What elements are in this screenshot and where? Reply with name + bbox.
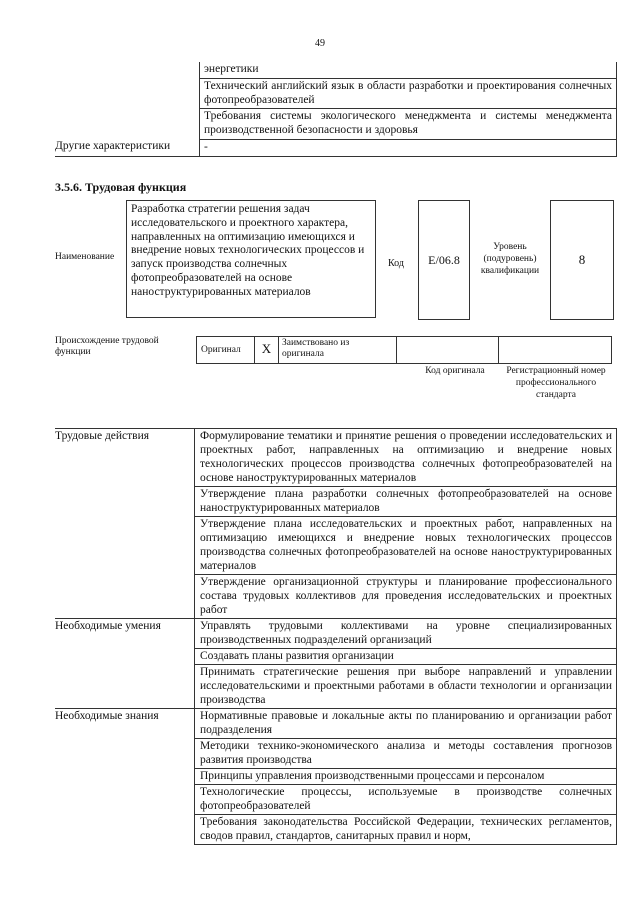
action-item: Утверждение плана исследовательских и проектных работ, направленных на оптимизацию имеющихся и внедрение новых технологических процессов производства солнечных фотопреобразователей на основе наноструктурированных материалов [195,517,617,575]
function-name: Разработка стратегии решения задач исследовательского и проектного характера, направленных на оптимизацию имеющихся и внедрение новых технологических процессов и запуск производства солнечных фотопреобразователей на основе наноструктурированных материалов [126,200,376,318]
knowledge-item: Методики технико-экономического анализа и методы составления прогнозов развития производства [195,739,617,769]
reg-number-caption: Регистрационный номер профессионального стандарта [506,366,606,400]
reg-number-cell [498,336,612,364]
prev-table [55,62,617,157]
prev-item: Требования системы экологического менеджмента и системы менеджмента производственной безопасности и здоровья [200,109,617,140]
level-label: Уровень (подуровень) квалификации [480,242,540,276]
prev-item: энергетики [200,62,617,78]
knowledge-label: Необходимые знания [55,709,195,845]
other-characteristics-label: Другие характеристики [55,139,200,156]
origin-row [196,336,612,364]
actions-label: Трудовые действия [55,429,195,619]
skill-item: Создавать планы развития организации [195,649,617,665]
code-original-cell [396,336,498,364]
name-label: Наименование [55,252,115,262]
action-item: Формулирование тематики и принятие решения о проведении исследовательских и проектных работ, направленных на оптимизацию и внедрение новых технологических процессов производства солнечных фотопреобразователей на основе наноструктурированных материалов [195,429,617,487]
knowledge-item: Требования законодательства Российской Федерации, технических регламентов, сводов правил, стандартов, санитарных правил и норм, [195,815,617,845]
knowledge-item: Нормативные правовые и локальные акты по планированию и организации работ подразделения [195,709,617,739]
action-item: Утверждение организационной структуры и планирование профессионального состава трудовых коллективов для проведения исследовательских и проектных работ [195,575,617,619]
prev-item: Технический английский язык в области разработки и проектирования солнечных фотопреобразователей [200,78,617,109]
function-table [55,428,617,845]
code-original-caption: Код оригинала [425,366,485,376]
page-number: 49 [315,38,325,49]
other-characteristics-value: - [200,139,617,156]
action-item: Утверждение плана разработки солнечных фотопреобразователей на основе наноструктурированных материалов [195,487,617,517]
knowledge-item: Технологические процессы, используемые в производстве солнечных фотопреобразователей [195,785,617,815]
level-value: 8 [550,200,614,320]
borrowed-label: Заимствовано из оригинала [278,336,396,364]
origin-label: Происхождение трудовой функции [55,336,159,358]
original-mark: X [254,336,278,364]
skills-label: Необходимые умения [55,619,195,709]
skill-item: Управлять трудовыми коллективами на уровне специализированных производственных подразделений организаций [195,619,617,649]
skill-item: Принимать стратегические решения при выборе направлений и управлении исследовательскими и проектными работами в области технологии и организации производства [195,665,617,709]
original-label: Оригинал [196,336,254,364]
code-label: Код [388,258,404,269]
code-value: E/06.8 [418,200,470,320]
knowledge-item: Принципы управления производственными процессами и персоналом [195,769,617,785]
section-title: 3.5.6. Трудовая функция [55,180,187,194]
